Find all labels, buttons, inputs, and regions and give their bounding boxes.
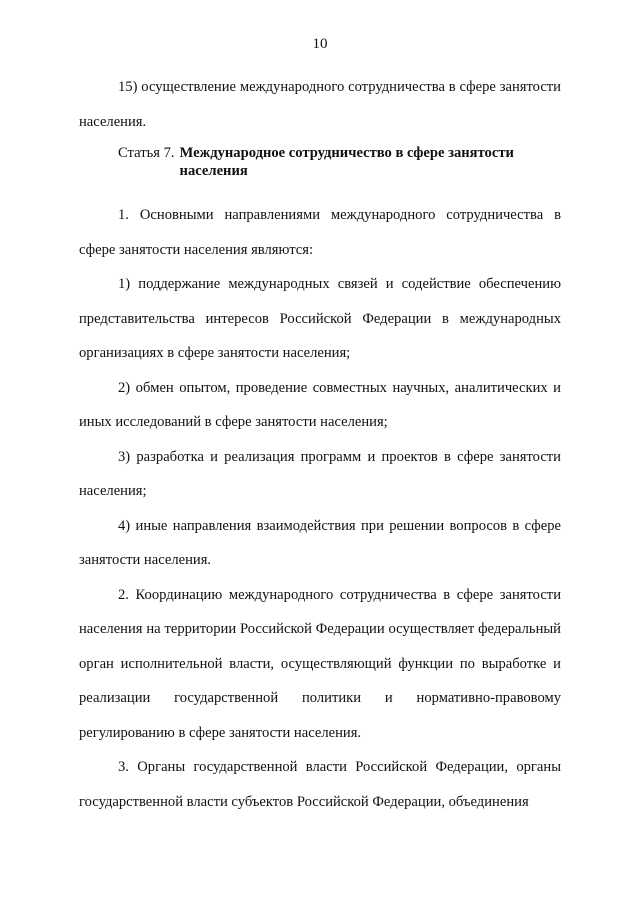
article-title: Международное сотрудничество в сфере занятости населения	[179, 145, 514, 179]
subparagraph-1: 1) поддержание международных связей и содействие обеспечению представительства интересов Российской Федерации в международных организациях в сфере занятости населения;	[79, 276, 561, 361]
page-number: 10	[312, 36, 328, 52]
document-body	[79, 70, 561, 819]
subparagraph-4: 4) иные направления взаимодействия при решении вопросов в сфере занятости населения.	[79, 517, 561, 568]
item-15-paragraph: 15) осуществление международного сотрудничества в сфере занятости населения.	[79, 79, 561, 130]
paragraph-3: 3. Органы государственной власти Российской Федерации, органы государственной власти субъектов Российской Федерации, объединения	[79, 759, 561, 810]
paragraph-2: 2. Координацию международного сотрудничества в сфере занятости населения на территории Российской Федерации осуществляет федеральный орган исполнительной власти, осуществляющий функции по выработке и реализации государственной политики и нормативно-правовому регулированию в сфере занятости населения.	[79, 586, 561, 741]
paragraph-1: 1. Основными направлениями международного сотрудничества в сфере занятости населения являются:	[79, 207, 561, 258]
subparagraph-2: 2) обмен опытом, проведение совместных научных, аналитических и иных исследований в сфере занятости населения;	[79, 379, 561, 430]
article-heading	[79, 144, 561, 180]
subparagraph-3: 3) разработка и реализация программ и проектов в сфере занятости населения;	[79, 448, 561, 499]
article-number: Статья 7.	[118, 145, 175, 161]
